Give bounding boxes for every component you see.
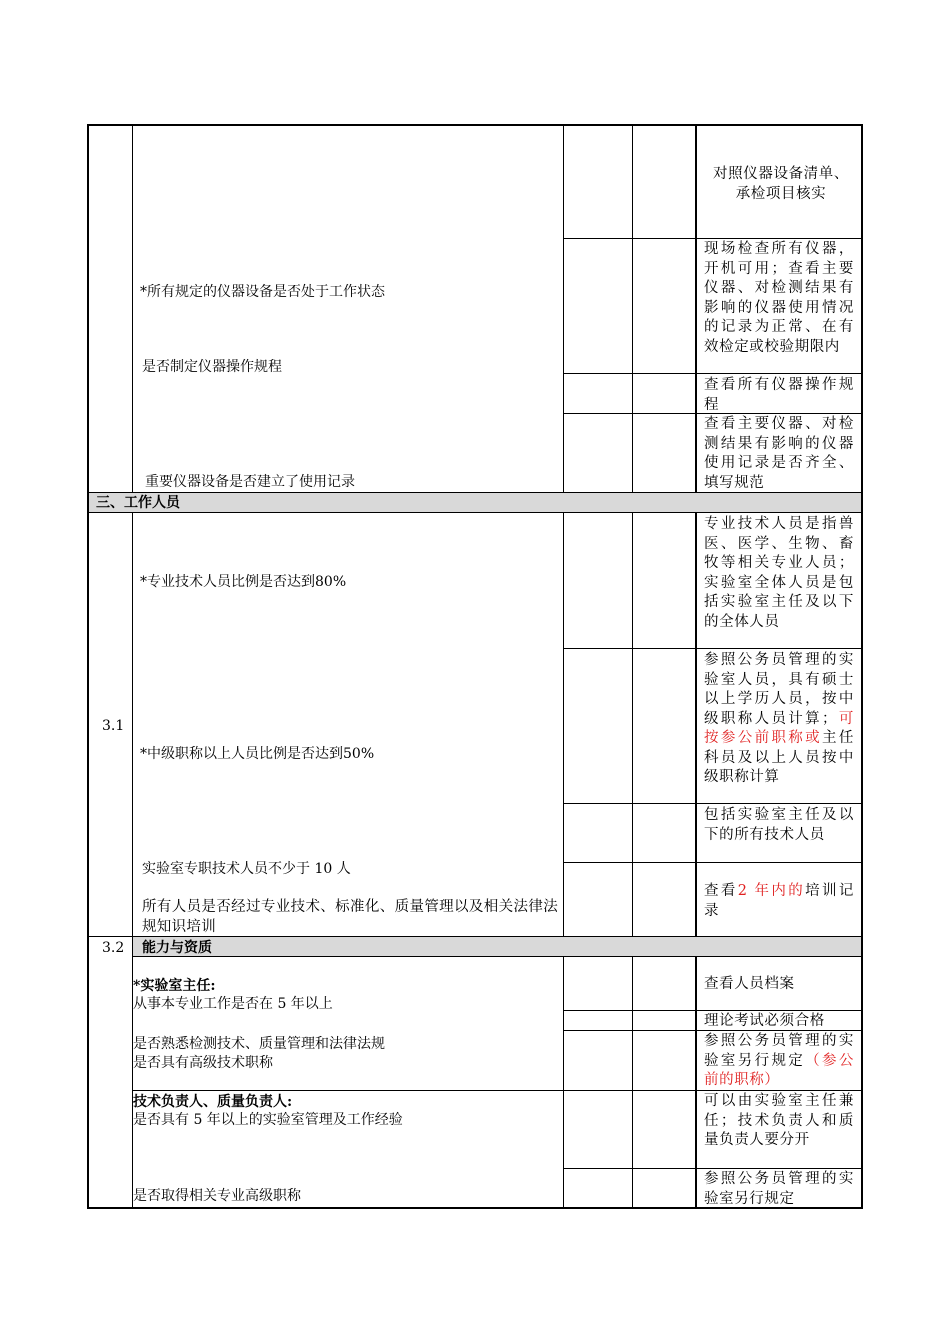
tech-item-title: 是否取得相关专业高级职称 [133,1188,301,1204]
staff-count-note: 包括实验室主任及以下的所有技术人员 [704,807,854,843]
staff-ratio-50-note-b: 主任科员及以上人员按中级职称计算 [704,730,855,785]
staff-ratio-50-item: *中级职称以上人员比例是否达到50% [140,746,375,762]
col-line-2 [563,124,564,492]
col-line-2b [563,513,564,936]
col-line-4c [695,957,697,1207]
usage-record-note: 查看主要仪器、对检测结果有影响的仪器使用记录是否齐全、填写规范 [704,416,854,491]
subsection-3-2-header-band [133,936,861,957]
col-line-1 [132,124,133,492]
col-line-3b [632,513,633,936]
staff-ratio-50-note-red: 可按参公前职称或 [704,710,854,746]
staff-count-item: 实验室专职技术人员不少于 10 人 [142,861,351,877]
director-item-experience: 从事本专业工作是否在 5 年以上 [133,996,333,1012]
row-line-a [563,238,861,239]
section-3-bottom-line [88,512,862,513]
training-note [704,882,854,921]
staff-ratio-80-item: *专业技术人员比例是否达到80% [140,574,347,590]
subsection-3-2-title: 能力与资质 [142,940,212,956]
director-item-knowledge: 是否熟悉检测技术、质量管理和法律法规 [133,1036,385,1052]
tech-note-concurrent: 可以由实验室主任兼任；技术负责人和质量负责人要分开 [704,1093,854,1148]
staff-ratio-50-note [704,651,854,788]
table-right-border [861,124,863,1209]
row-line-b [563,373,861,374]
usage-record-item: 重要仪器设备是否建立了使用记录 [145,474,355,490]
tech-quality-heading: 技术负责人、质量负责人: [133,1094,293,1110]
training-note-a: 查看 [704,883,738,899]
operation-rules-note: 查看所有仪器操作规程 [704,377,854,413]
staff-ratio-50-note-a: 参照公务员管理的实验室人员，具有硕士以上学历人员，按中级职称人员计算； [704,652,854,727]
col-line-4b [695,513,697,936]
row-line-d [563,648,861,649]
staff-ratio-80-note: 专业技术人员是指兽医、医学、生物、畜牧等相关专业人员；实验室全体人员是包括实验室主任及以下的全体人员 [704,516,854,630]
director-heading: *实验室主任: [133,978,216,994]
director-note-civil-servant-red: （参公前的职称） [704,1052,854,1088]
director-note-civil-servant [704,1032,854,1091]
director-item-title: 是否具有高级技术职称 [133,1055,273,1071]
col-line-3c [632,957,633,1207]
director-note-exam: 理论考试必须合格 [704,1013,825,1029]
row-line-j [563,1168,861,1169]
table-left-border [87,124,89,1209]
equipment-working-item: *所有规定的仪器设备是否处于工作状态 [140,284,385,300]
equipment-checklist-note: 对照仪器设备清单、承检项目核实 [713,166,849,202]
training-item: 所有人员是否经过专业技术、标准化、质量管理以及相关法律法规知识培训 [142,899,558,935]
col-line-2c [563,957,564,1207]
subsection-3-2-number: 3.2 [102,940,125,956]
subsection-3-1-number: 3.1 [102,718,125,734]
equipment-working-note: 现场检查所有仪器，开机可用；查看主要仪器、对检测结果有影响的仪器使用情况的记录为正常、在有效检定或校验期限内 [704,241,854,355]
tech-item-experience: 是否具有 5 年以上的实验室管理及工作经验 [133,1112,403,1128]
row-line-f [563,862,861,863]
operation-rules-item: 是否制定仪器操作规程 [142,359,282,375]
section-3-title: 三、工作人员 [96,495,180,511]
training-note-b: 培训记录 [704,883,854,919]
section-3-header-band [88,492,861,513]
subsection-3-2-bottom-line [133,956,862,957]
director-note-civil-servant-text: 参照公务员管理的实验室另行规定 [704,1033,854,1069]
row-line-e [563,803,861,804]
director-note-archive: 查看人员档案 [704,976,795,992]
table-top-border [87,124,863,126]
training-note-red: 2 年内的 [737,883,806,899]
col-line-3 [632,124,633,492]
tech-note-civil-servant: 参照公务员管理的实验室另行规定 [704,1171,854,1207]
col-line-4 [695,124,697,492]
row-line-g [563,1010,861,1011]
